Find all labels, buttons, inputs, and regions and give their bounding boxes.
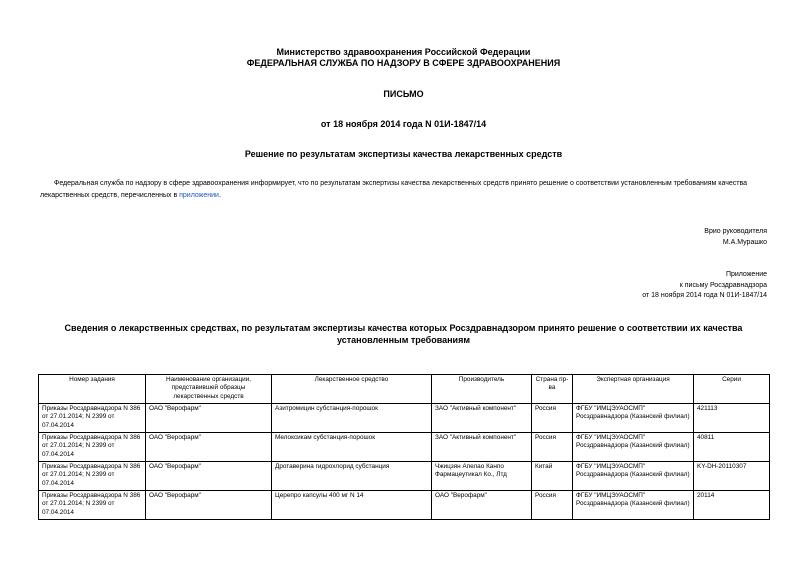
cell-manufacturer: ЗАО "Активный компонент" [432,404,532,433]
medicines-table [38,374,770,520]
cell-medicine: Мелоксикам субстанция-порошок [272,433,432,462]
col-header-task-number: Номер задания [39,375,146,404]
cell-organization: ОАО "Верофарм" [146,433,272,462]
ministry-name: Министерство здравоохранения Российской Федерации [276,47,531,57]
cell-expert-org: ФГБУ "ИМЦЭУАОСМП" Росздравнадзора (Казанский филиал) [573,491,694,520]
cell-organization: ОАО "Верофарм" [146,462,272,491]
cell-medicine: Дротаверина гидрохлорид субстанция [272,462,432,491]
cell-task-number: Приказы Росздравнадзора N 386 от 27.01.2014; N 2399 от 07.04.2014 [39,462,146,491]
cell-task-number: Приказы Росздравнадзора N 386 от 27.01.2014; N 2399 от 07.04.2014 [39,404,146,433]
table-row [39,433,770,462]
signature-position: Врио руководителя [704,228,767,235]
cell-manufacturer: ЗАО "Активный компонент" [432,433,532,462]
appendix-link[interactable]: приложении [179,192,219,199]
appendix-line1: Приложение [725,271,767,278]
cell-expert-org: ФГБУ "ИМЦЭУАОСМП" Росздравнадзора (Казанский филиал) [573,404,694,433]
col-header-series: Серии [694,375,770,404]
appendix-line2: к письму Росздравнадзора [679,281,767,289]
signature-name: М.А.Мурашко [722,239,767,246]
cell-country: Россия [532,404,573,433]
table-title: Сведения о лекарственных средствах, по результатам экспертизы качества которых Росздравнадзором принято решение о соответствии их качества установленным требованиям [64,323,743,345]
cell-series: 20114 [694,491,770,520]
letter-body-text: Федеральная служба по надзору в сфере здравоохранения информирует, что по результатам экспертизы качества лекарственных средств принято решение о соответствии установленным требованиям качества лекарственных средств, перечисленных в [40,180,748,199]
letter-body [40,178,770,202]
cell-country: Россия [532,491,573,520]
table-row [39,462,770,491]
document-type: ПИСЬМО [383,89,424,99]
cell-expert-org: ФГБУ "ИМЦЭУАОСМП" Росздравнадзора (Казанский филиал) [573,462,694,491]
appendix-line3: от 18 ноября 2014 года N 01И-1847/14 [642,292,767,299]
cell-manufacturer: Чжицзян Апелао Канпо Фармацеутикал Ко., Лтд [432,462,532,491]
service-name: ФЕДЕРАЛЬНАЯ СЛУЖБА ПО НАДЗОРУ В СФЕРЕ ЗДРАВООХРАНЕНИЯ [246,58,561,68]
col-header-manufacturer: Производитель [432,375,532,404]
col-header-country: Страна пр-ва [532,375,573,404]
table-row [39,404,770,433]
cell-organization: ОАО "Верофарм" [146,491,272,520]
letter-body-end: . [218,192,221,199]
signature-block [704,226,767,248]
cell-manufacturer: ОАО "Верофарм" [432,491,532,520]
cell-series: KY-DH-20110307 [694,462,770,491]
document-subject: Решение по результатам экспертизы качества лекарственных средств [244,149,563,159]
cell-medicine: Азитромицин субстанция-порошок [272,404,432,433]
col-header-organization: Наименование организации, представившей образцы лекарственных средств [146,375,272,404]
table-header-row [39,375,770,404]
cell-series: 40811 [694,433,770,462]
cell-task-number: Приказы Росздравнадзора N 386 от 27.01.2014; N 2399 от 07.04.2014 [39,491,146,520]
cell-organization: ОАО "Верофарм" [146,404,272,433]
appendix-block [642,270,767,302]
col-header-expert-org: Экспертная организация [573,375,694,404]
table-row [39,491,770,520]
cell-country: Китай [532,462,573,491]
cell-country: Россия [532,433,573,462]
document-date-number: от 18 ноября 2014 года N 01И-1847/14 [320,119,487,129]
cell-task-number: Приказы Росздравнадзора N 386 от 27.01.2014; N 2399 от 07.04.2014 [39,433,146,462]
cell-expert-org: ФГБУ "ИМЦЭУАОСМП" Росздравнадзора (Казанский филиал) [573,433,694,462]
col-header-medicine: Лекарственное средство [272,375,432,404]
cell-series: 421113 [694,404,770,433]
cell-medicine: Церепро капсулы 400 мг N 14 [272,491,432,520]
